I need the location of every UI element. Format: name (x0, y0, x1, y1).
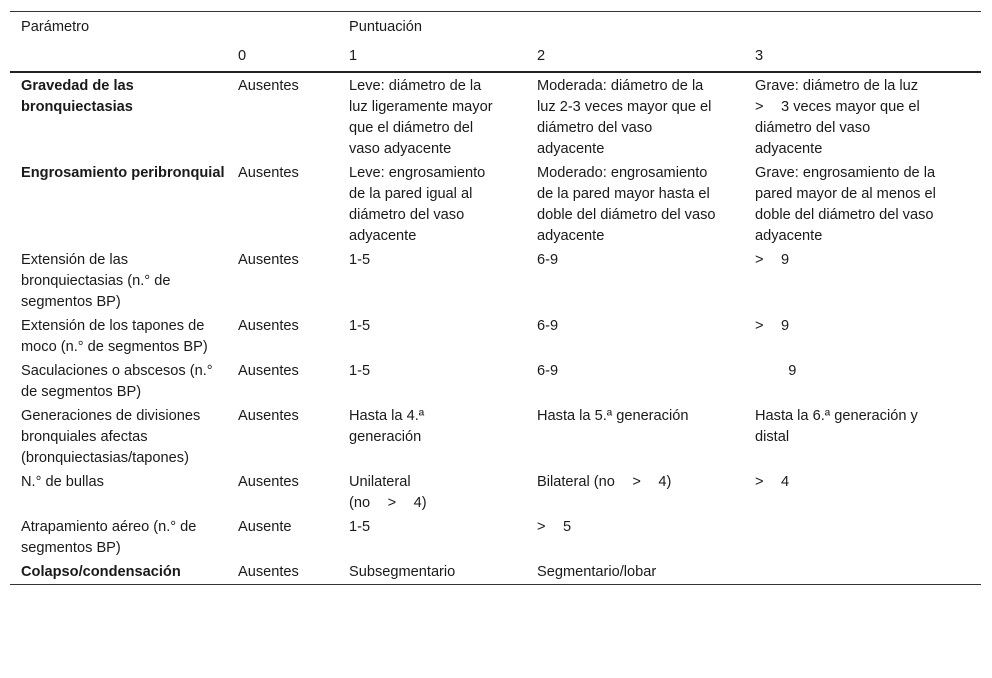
table-row (10, 515, 981, 560)
param-cell: Extensión de las bronquiectasias (n.° de segmentos BP) (21, 252, 175, 310)
score-3-cell: > 9 (755, 252, 790, 268)
score-3-cell: Grave: engrosamiento de la pared mayor de al menos el doble del diámetro del vaso adyacente (755, 165, 940, 244)
table-row (10, 359, 981, 404)
score-2-cell: Moderado: engrosamiento de la pared mayor hasta el doble del diámetro del vaso adyacente (537, 165, 720, 244)
score-3-cell: Hasta la 6.ª generación y distal (755, 408, 922, 445)
score-3-cell: > 4 (755, 474, 790, 490)
param-cell: N.° de bullas (21, 474, 104, 490)
score-2-header: 2 (537, 48, 546, 64)
table-row (10, 470, 981, 515)
score-1-header: 1 (349, 48, 358, 64)
score-1-cell: Leve: engrosamiento de la pared igual al diámetro del vaso adyacente (349, 165, 490, 244)
score-0-cell: Ausentes (238, 474, 299, 490)
table-row (10, 72, 981, 161)
score-2-cell: Moderada: diámetro de la luz 2-3 veces mayor que el diámetro del vaso adyacente (537, 78, 716, 157)
score-0-cell: Ausentes (238, 252, 299, 268)
score-1-cell: Unilateral (no > 4) (349, 474, 427, 511)
score-0-cell: Ausentes (238, 564, 299, 580)
table-row (10, 560, 981, 584)
score-3-header: 3 (755, 48, 764, 64)
score-1-cell: Subsegmentario (349, 564, 456, 580)
score-2-cell: 6-9 (537, 252, 559, 268)
score-2-cell: > 5 (537, 519, 572, 535)
param-cell: Atrapamiento aéreo (n.° de segmentos BP) (21, 519, 201, 556)
score-2-cell: Hasta la 5.ª generación (537, 408, 689, 424)
param-cell: Colapso/condensación (21, 564, 181, 580)
score-0-cell: Ausente (238, 519, 292, 535)
score-1-cell: 1-5 (349, 318, 371, 334)
score-2-cell: Segmentario/lobar (537, 564, 657, 580)
score-0-cell: Ausentes (238, 165, 299, 181)
score-2-cell: 6-9 (537, 363, 559, 379)
score-2-cell: Bilateral (no > 4) (537, 474, 672, 490)
table-row (10, 314, 981, 359)
score-0-header: 0 (238, 48, 247, 64)
param-cell: Extensión de los tapones de moco (n.° de segmentos BP) (21, 318, 209, 355)
table-row (10, 161, 981, 248)
param-cell: Generaciones de divisiones bronquiales afectas (bronquiectasias/tapones) (21, 408, 205, 466)
score-1-cell: 1-5 (349, 363, 371, 379)
score-3-cell: 9 (755, 363, 797, 379)
score-header: Puntuación (349, 19, 423, 35)
header-row-scores (10, 38, 981, 72)
table-row (10, 404, 981, 470)
score-1-cell: 1-5 (349, 252, 371, 268)
score-3-cell: Grave: diámetro de la luz > 3 veces mayor que el diámetro del vaso adyacente (755, 78, 936, 157)
param-cell: Saculaciones o abscesos (n.° de segmentos BP) (21, 363, 217, 400)
score-3-cell: > 9 (755, 318, 790, 334)
score-1-cell: Leve: diámetro de la luz ligeramente mayor que el diámetro del vaso adyacente (349, 78, 497, 157)
score-2-cell: 6-9 (537, 318, 559, 334)
param-header: Parámetro (21, 19, 90, 35)
score-table (10, 11, 981, 585)
score-0-cell: Ausentes (238, 78, 299, 94)
param-cell: Engrosamiento peribronquial (21, 165, 225, 181)
table-row (10, 248, 981, 314)
score-0-cell: Ausentes (238, 408, 299, 424)
score-1-cell: Hasta la 4.ª generación (349, 408, 429, 445)
score-0-cell: Ausentes (238, 318, 299, 334)
header-row-main (10, 12, 981, 38)
score-1-cell: 1-5 (349, 519, 371, 535)
score-0-cell: Ausentes (238, 363, 299, 379)
param-cell: Gravedad de las bronquiectasias (21, 78, 138, 115)
